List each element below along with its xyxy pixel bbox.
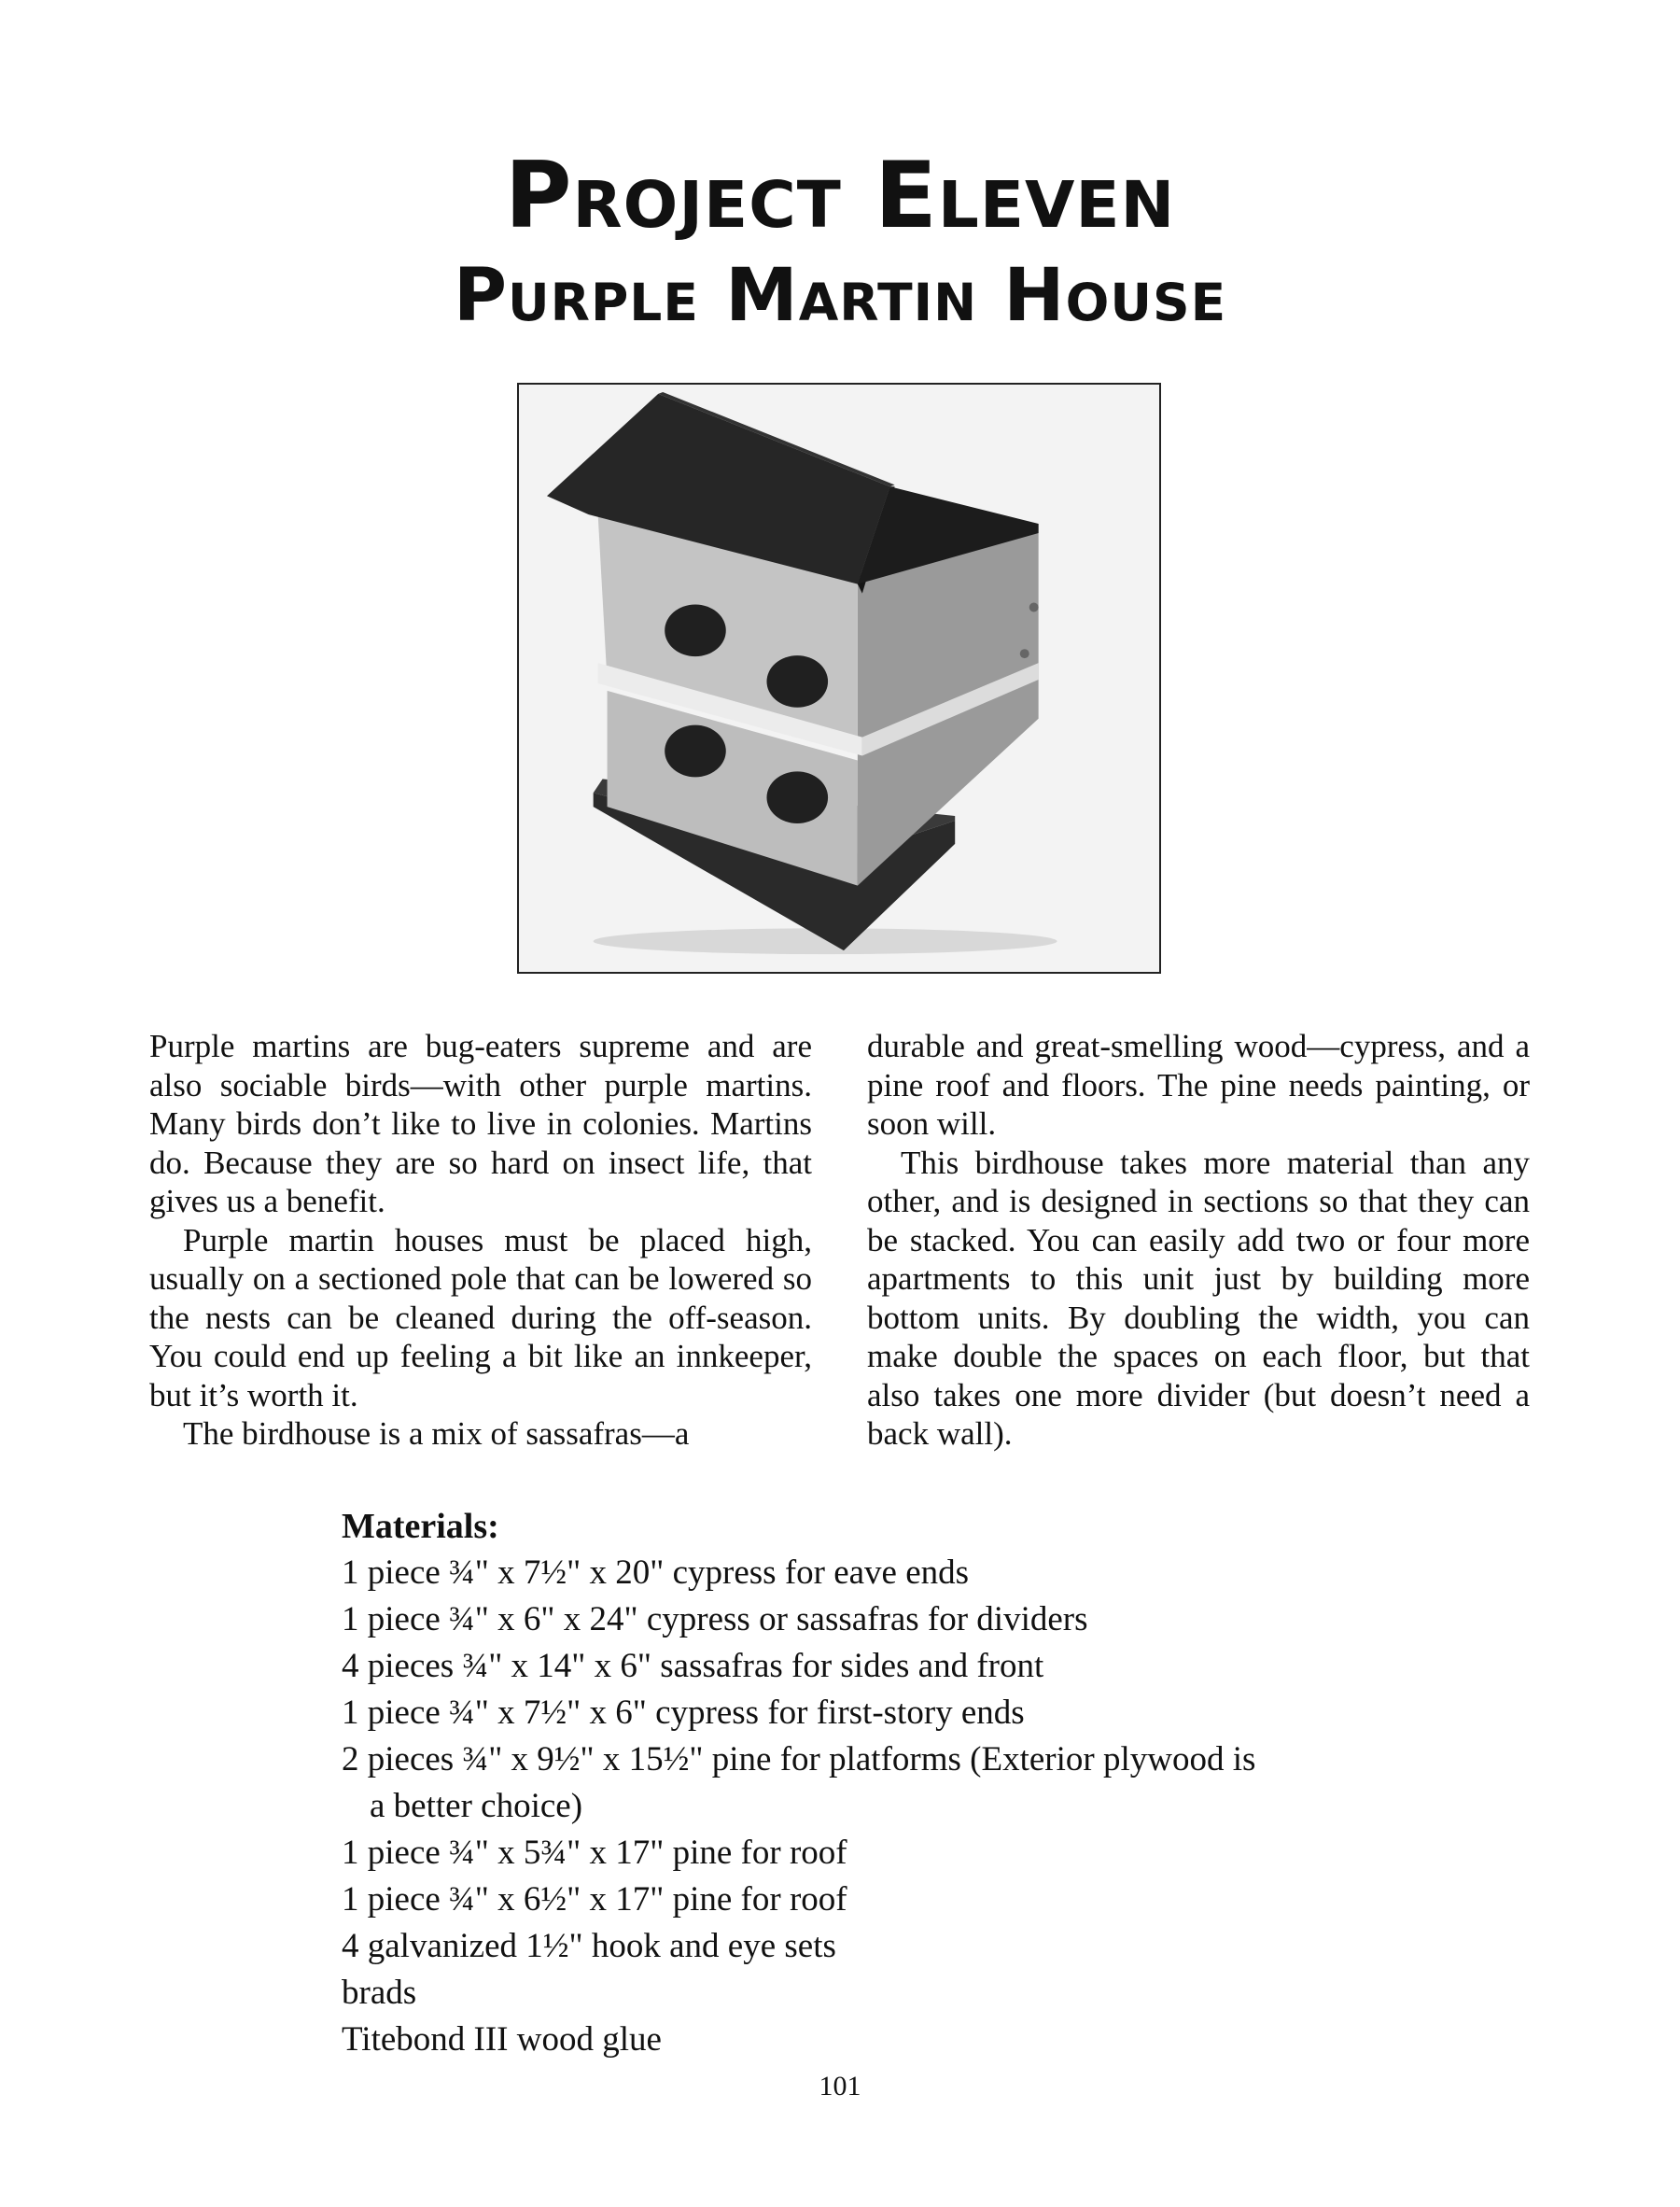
list-item: Titebond III wood glue bbox=[342, 2020, 662, 2059]
entrance-hole-icon bbox=[766, 771, 828, 823]
paragraph: This birdhouse takes more material than any other, and is designed in sections so that they can be stacked. You can easily add two or four more apartments to this unit just by building more bottom units. By doubling the width, you can make double the spaces on each floor, but that also takes one more divider (but doesn’t need a back wall). bbox=[867, 1144, 1530, 1452]
paragraph: The birdhouse is a mix of sassafras—a bbox=[183, 1415, 690, 1452]
paragraph: Purple martins are bug-eaters supreme and are also sociable birds—with other purple martins. Many birds don’t like to live in colonies. Martins do. Because they are so hard on insect life, that gives us a benefit. bbox=[149, 1028, 812, 1219]
project-title: Project Eleven bbox=[504, 143, 1176, 249]
list-item: 1 piece ¾" x 6½" x 17" pine for roof bbox=[342, 1880, 847, 1919]
list-item: 1 piece ¾" x 7½" x 20" cypress for eave ends bbox=[342, 1553, 970, 1592]
list-item: 1 piece ¾" x 5¾" x 17" pine for roof bbox=[342, 1834, 847, 1872]
birdhouse-photo bbox=[517, 383, 1161, 974]
list-item-continuation: a better choice) bbox=[370, 1787, 583, 1825]
list-item bbox=[342, 1736, 1255, 1830]
entrance-hole-icon bbox=[665, 605, 726, 657]
materials-heading: Materials: bbox=[342, 1507, 499, 1546]
page-number: 101 bbox=[819, 2071, 861, 2102]
entrance-hole-icon bbox=[665, 725, 726, 778]
body-right-column bbox=[867, 1027, 1530, 1454]
project-subtitle: Purple Martin House bbox=[453, 254, 1227, 338]
list-item: 4 pieces ¾" x 14" x 6" sassafras for sides and front bbox=[342, 1647, 1044, 1685]
list-item: 1 piece ¾" x 6" x 24" cypress or sassafras for dividers bbox=[342, 1600, 1088, 1638]
entrance-hole-icon bbox=[766, 655, 828, 708]
list-item: brads bbox=[342, 1974, 417, 2012]
paragraph: Purple martin houses must be placed high, usually on a sectioned pole that can be lowered so the nests can be cleaned during the off-season. You could end up feeling a bit like an innkeeper, but it’s worth it. bbox=[149, 1221, 812, 1413]
materials-list bbox=[342, 1503, 1255, 2063]
list-item-text: 2 pieces ¾" x 9½" x 15½" pine for platforms (Exterior plywood is bbox=[342, 1740, 1256, 1778]
body-left-column bbox=[149, 1027, 812, 1454]
list-item: 1 piece ¾" x 7½" x 6" cypress for first-story ends bbox=[342, 1694, 1025, 1732]
list-item: 4 galvanized 1½" hook and eye sets bbox=[342, 1927, 836, 1965]
paragraph: durable and great-smelling wood—cypress, and a pine roof and floors. The pine needs painting, or soon will. bbox=[867, 1028, 1530, 1142]
